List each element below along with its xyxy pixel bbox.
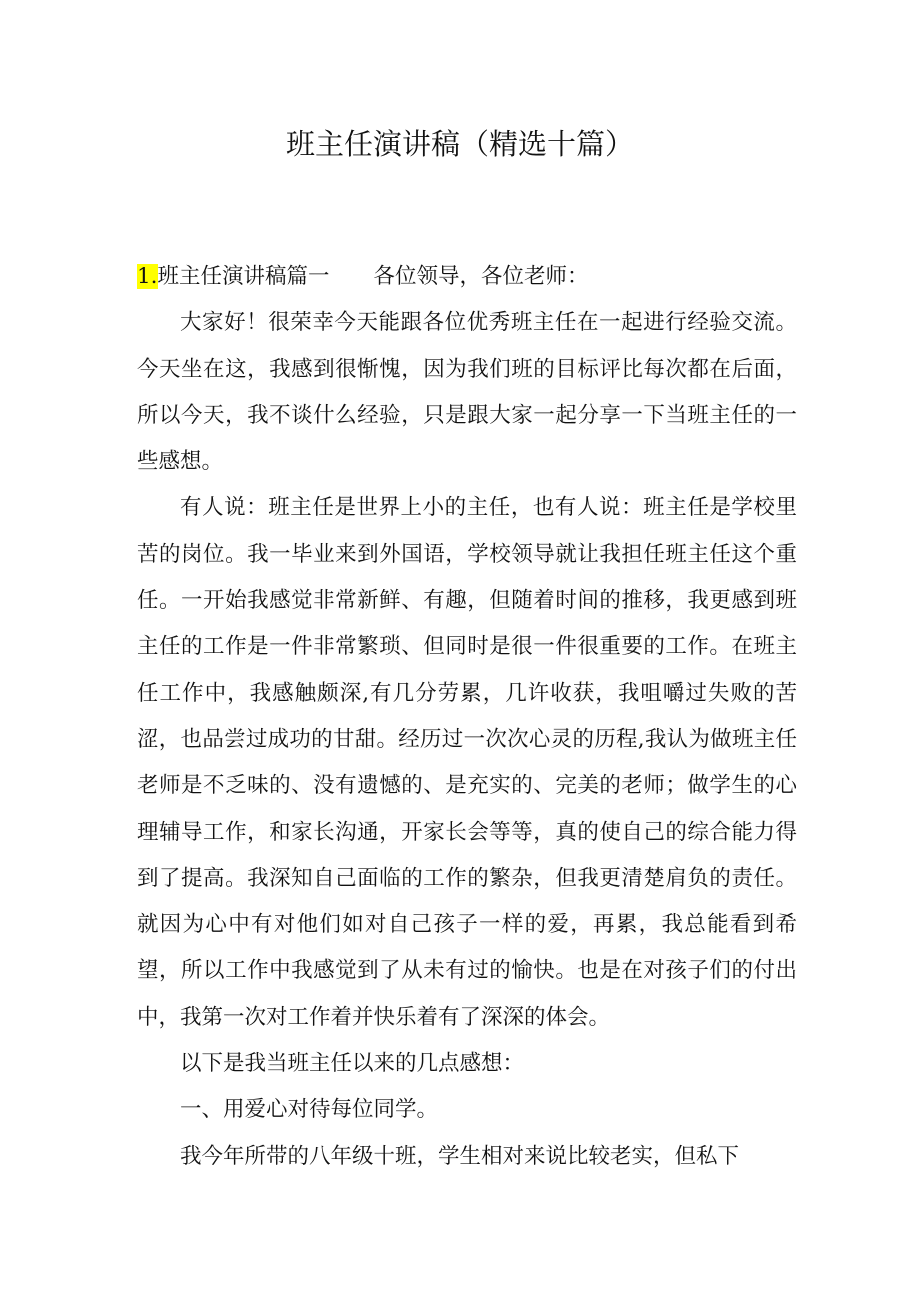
document-title: 班主任演讲稿（精选十篇） <box>285 127 634 161</box>
document-body <box>137 254 797 1180</box>
greeting: 各位领导，各位老师： <box>373 264 589 289</box>
paragraph-5: 我今年所带的八年级十班，学生相对来说比较老实，但私下 <box>180 1143 740 1169</box>
section-heading: 班主任演讲稿篇一 <box>157 264 330 289</box>
paragraph-2: 有人说：班主任是世界上小的主任，也有人说：班主任是学校里苦的岗位。我一毕业来到外国语，学校领导就让我担任班主任这个重任。一开始我感觉非常新鲜、有趣，但随着时间的推移，我更感到班主任的工作是一件非常繁琐、但同时是很一件很重要的工作。在班主任工作中，我感触颇深,有几分劳累，几许收获，我咀嚼过失败的苦涩，也品尝过成功的甘甜。经历过一次次心灵的历程,我认为做班主任老师是不乏味的、没有遗憾的、是充实的、完美的老师；做学生的心理辅导工作，和家长沟通，开家长会等等，真的使自己的综合能力得到了提高。我深知自己面临的工作的繁杂，但我更清楚肩负的责任。就因为心中有对他们如对自己孩子一样的爱，再累，我总能看到希望，所以工作中我感觉到了从未有过的愉快。也是在对孩子们的付出中，我第一次对工作着并快乐着有了深深的体会。 <box>137 495 797 1030</box>
paragraph-3: 以下是我当班主任以来的几点感想： <box>180 1051 525 1077</box>
section-number: 1. <box>137 264 158 289</box>
paragraph-4: 一、用爱心对待每位同学。 <box>180 1097 439 1123</box>
section-heading-line <box>137 254 797 300</box>
paragraph-1: 大家好！很荣幸今天能跟各位优秀班主任在一起进行经验交流。今天坐在这，我感到很惭愧，因为我们班的目标评比每次都在后面，所以今天，我不谈什么经验，只是跟大家一起分享一下当班主任的一些感想。 <box>137 310 797 475</box>
